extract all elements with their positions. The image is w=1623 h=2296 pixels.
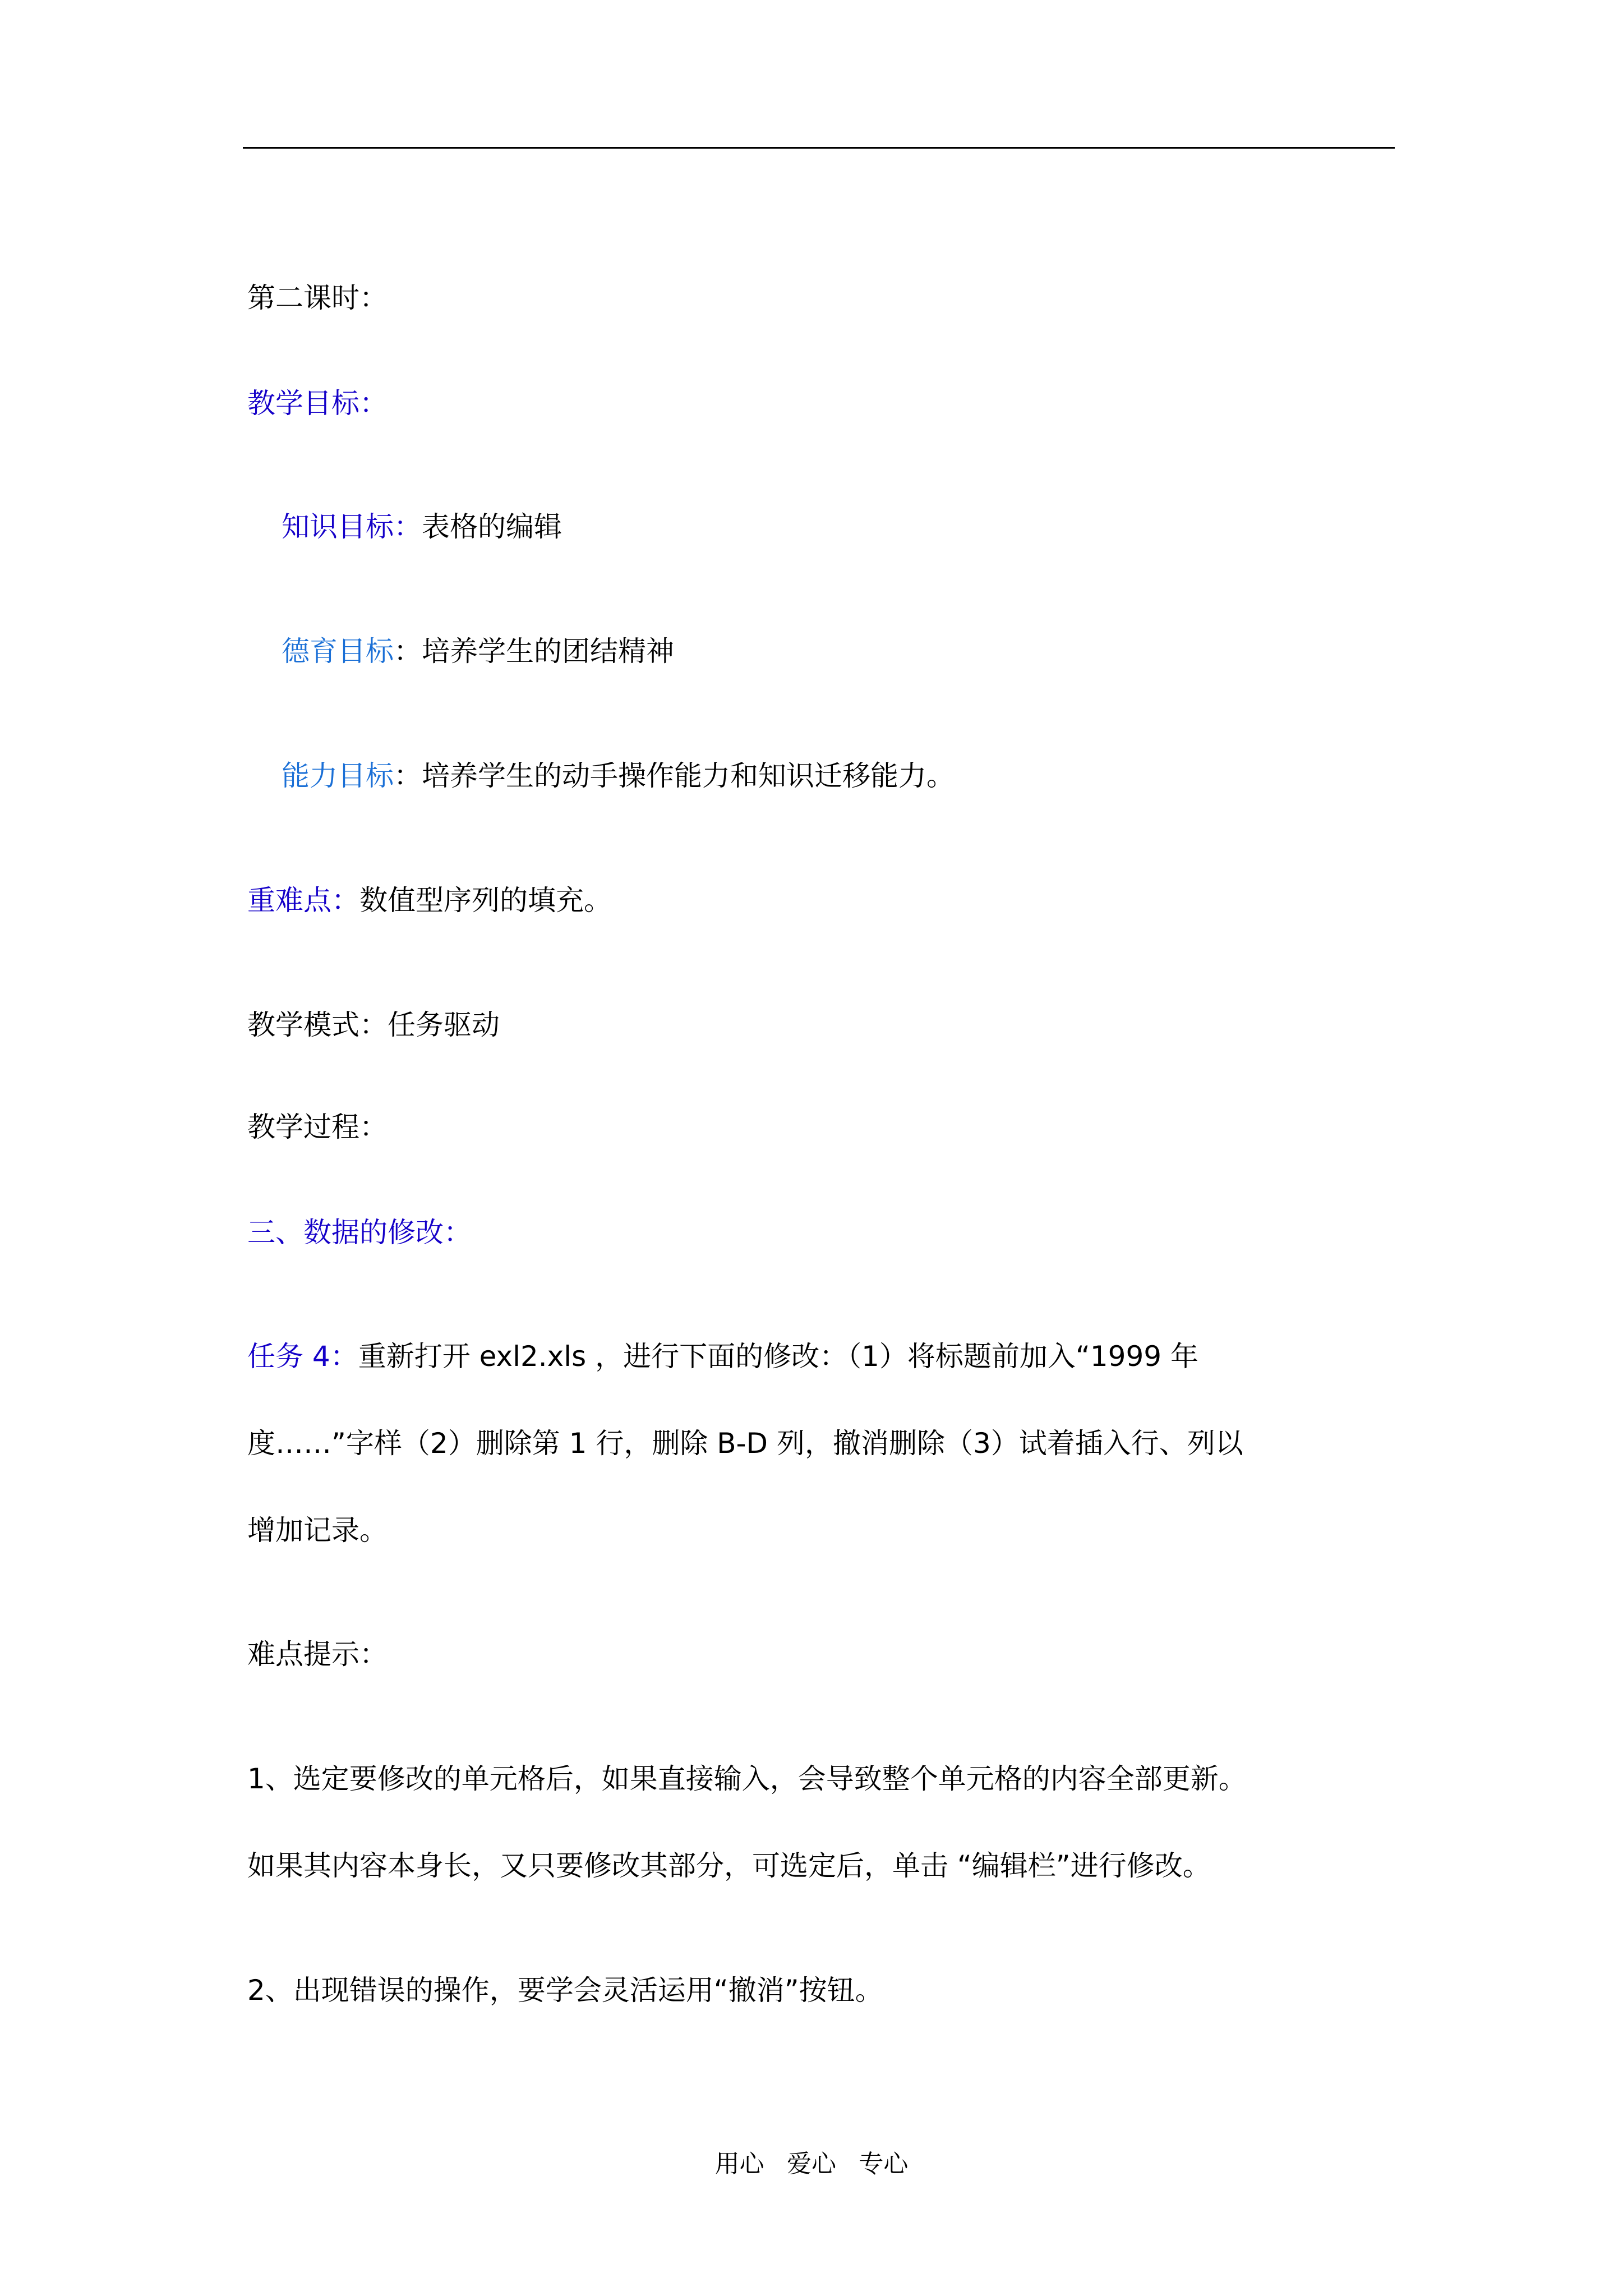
page-footer: 用心 爱心 专心 — [714, 2150, 909, 2178]
key-text: 数值型序列的填充。 — [359, 884, 612, 917]
moral-label: 德育目标 — [282, 635, 394, 668]
knowledge-label: 知识目标： — [282, 510, 422, 543]
hint-1-line-2: 如果其内容本身长，又只要修改其部分，可选定后，单击 “编辑栏”进行修改。 — [247, 1849, 1211, 1882]
task4-text-1: 重新打开 exl2.xls ，进行下面的修改：（1）将标题前加入“1999 年 — [358, 1340, 1198, 1373]
ability-label: 能力目标 — [282, 760, 394, 792]
task4-line-2: 度……”字样（2）删除第 1 行，删除 B-D 列，撤消删除（3）试着插入行、列以 — [247, 1427, 1243, 1460]
objectives-heading: 教学目标： — [247, 387, 388, 420]
task4-line-3: 增加记录。 — [247, 1514, 388, 1547]
ability-objective — [282, 758, 955, 793]
hint-1-line-1: 1、选定要修改的单元格后，如果直接输入，会导致整个单元格的内容全部更新。 — [247, 1763, 1247, 1795]
task4-line-1 — [247, 1339, 1198, 1374]
ability-text: ：培养学生的动手操作能力和知识迁移能力。 — [394, 760, 955, 792]
hint-heading: 难点提示： — [247, 1638, 388, 1671]
moral-objective — [282, 634, 674, 669]
section-heading: 三、数据的修改： — [247, 1216, 472, 1249]
task4-label: 任务 4： — [247, 1340, 358, 1373]
hint-2: 2、出现错误的操作，要学会灵活运用“撤消”按钮。 — [247, 1974, 883, 2007]
lesson-title: 第二课时： — [247, 282, 388, 314]
teaching-mode: 教学模式：任务驱动 — [247, 1009, 500, 1041]
teaching-process: 教学过程： — [247, 1111, 388, 1143]
knowledge-text: 表格的编辑 — [422, 510, 562, 543]
knowledge-objective — [282, 509, 562, 544]
header-rule — [243, 147, 1395, 149]
key-difficulty — [247, 883, 612, 918]
moral-text: ：培养学生的团结精神 — [394, 635, 674, 668]
key-label: 重难点： — [247, 884, 359, 917]
